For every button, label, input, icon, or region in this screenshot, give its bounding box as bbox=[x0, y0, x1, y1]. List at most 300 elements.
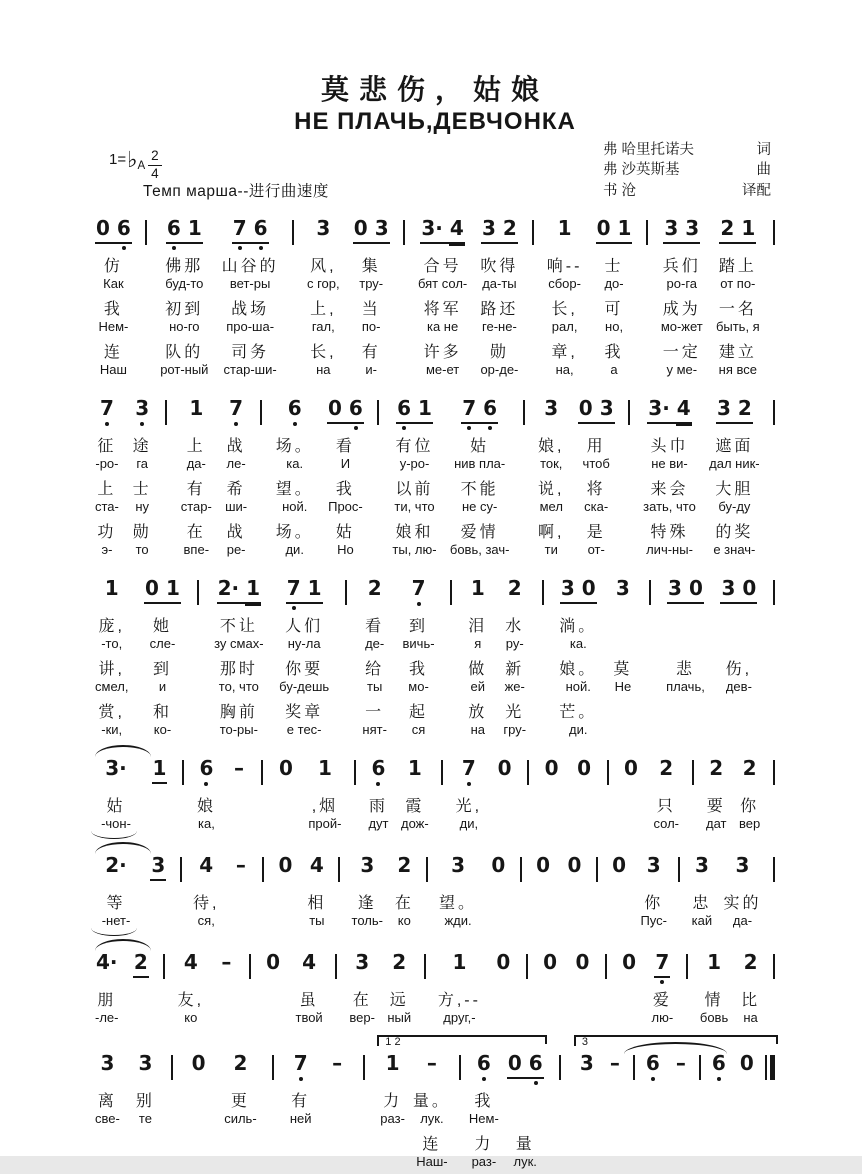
bar-line bbox=[403, 220, 405, 245]
lyric-zh: 兵们 bbox=[662, 257, 701, 275]
bar-line bbox=[363, 1055, 365, 1080]
note-group bbox=[450, 854, 466, 877]
note-unit bbox=[99, 397, 115, 433]
lyric-zh: 淌。 bbox=[559, 617, 598, 635]
lyric-zh: 方,-- bbox=[437, 991, 481, 1009]
lyric-zh: 姑 bbox=[470, 437, 490, 455]
note-column bbox=[349, 951, 375, 1030]
note-group bbox=[385, 1052, 401, 1075]
lyric-zh: 人们 bbox=[285, 617, 324, 635]
note-group bbox=[694, 854, 710, 877]
note-column bbox=[352, 854, 383, 933]
note-unit bbox=[198, 854, 214, 890]
lyric-ru: то bbox=[135, 541, 149, 557]
note-group bbox=[396, 854, 412, 877]
lyric-zh: 虽 bbox=[299, 991, 319, 1009]
song-title-chinese: 莫悲伤，姑娘 bbox=[320, 73, 549, 106]
lyric-zh bbox=[682, 613, 689, 636]
lyric-zh bbox=[333, 1088, 340, 1111]
bar-line bbox=[335, 954, 337, 979]
lyric-zh: 忠 bbox=[692, 894, 712, 912]
lyric-ru bbox=[335, 1111, 339, 1131]
note-unit bbox=[611, 854, 627, 890]
note: 1 bbox=[246, 575, 261, 600]
note-unit bbox=[675, 1052, 687, 1088]
note-column bbox=[439, 854, 477, 933]
lyric-ru bbox=[144, 1154, 148, 1174]
lyric-ru: то, что bbox=[218, 678, 259, 694]
lyric-ru: -ки, bbox=[101, 721, 123, 737]
lyric-ru: с гор, bbox=[306, 275, 340, 291]
lyric-zh bbox=[611, 1088, 618, 1111]
note-column bbox=[741, 951, 761, 1030]
ending-label: 3 bbox=[581, 1035, 588, 1048]
note: 3 bbox=[100, 1050, 115, 1075]
lyric-ru: мо- bbox=[408, 678, 429, 694]
note: – bbox=[332, 1050, 343, 1075]
lyric-ru: бу-ду bbox=[718, 498, 751, 514]
lyric-zh: 新 bbox=[505, 660, 525, 678]
note-group bbox=[742, 757, 758, 780]
lyric-zh: 集 bbox=[361, 257, 381, 275]
note-unit bbox=[535, 854, 551, 890]
note-group bbox=[544, 757, 560, 780]
note-group bbox=[95, 951, 119, 974]
note: 1 bbox=[152, 755, 167, 780]
lyric-ru bbox=[737, 722, 741, 742]
note: 0 bbox=[145, 575, 159, 600]
lyric-ru bbox=[581, 1010, 585, 1030]
note-unit bbox=[560, 577, 597, 613]
bar-line bbox=[197, 580, 199, 605]
note: 0 bbox=[278, 852, 293, 877]
system-3 bbox=[95, 577, 775, 742]
note: 0 bbox=[624, 755, 638, 780]
lyric-zh: 光 bbox=[505, 703, 525, 721]
lyric-ru: на bbox=[743, 1009, 758, 1025]
lyric-zh: 建立 bbox=[718, 343, 757, 361]
note: 3 bbox=[664, 215, 679, 240]
lyric-zh: 待, bbox=[193, 894, 220, 912]
note-unit bbox=[543, 397, 559, 433]
note-group bbox=[265, 951, 281, 974]
lyric-zh: 有 bbox=[291, 1092, 311, 1110]
note-group bbox=[711, 1052, 727, 1075]
lyric-ru bbox=[627, 1010, 631, 1030]
note: 1 bbox=[418, 395, 432, 420]
time-signature bbox=[148, 149, 162, 182]
note: 2 bbox=[233, 1050, 248, 1075]
note-column bbox=[507, 1052, 544, 1174]
note-column bbox=[578, 397, 615, 562]
note-unit bbox=[278, 757, 294, 793]
note-group bbox=[391, 951, 407, 974]
note: 4 bbox=[183, 949, 198, 974]
lyric-zh bbox=[237, 890, 244, 913]
note: 4 bbox=[309, 852, 324, 877]
lyric-zh: 是 bbox=[586, 523, 606, 541]
note-column bbox=[189, 1052, 209, 1174]
note-group bbox=[461, 397, 498, 424]
lyric-ru: ши- bbox=[225, 498, 248, 514]
lyric-zh: 成为 bbox=[662, 300, 701, 318]
lyric-ru bbox=[684, 722, 688, 742]
note-unit bbox=[507, 577, 523, 613]
lyric-zh: 在 bbox=[394, 894, 414, 912]
lyric-ru: ру- bbox=[505, 635, 524, 651]
lyric-ru: у ме- bbox=[666, 361, 698, 377]
note-column bbox=[564, 854, 584, 933]
lyric-ru: ти, что bbox=[394, 498, 435, 514]
meter-numerator: 2 bbox=[148, 149, 162, 166]
note: – bbox=[221, 949, 232, 974]
note-unit bbox=[217, 577, 261, 613]
lyric-ru bbox=[548, 1010, 552, 1030]
note: 1 bbox=[189, 395, 204, 420]
lyricist-name: 弗 哈里托诺夫 bbox=[603, 142, 695, 158]
note: 2 bbox=[720, 215, 735, 240]
lyric-zh: 远 bbox=[389, 991, 409, 1009]
lyric-ru bbox=[717, 1154, 721, 1174]
lyric-ru: ка, bbox=[198, 815, 215, 831]
note-group bbox=[396, 397, 433, 424]
note-group bbox=[301, 951, 317, 974]
note-unit bbox=[663, 217, 700, 253]
note-column bbox=[716, 217, 760, 382]
lyric-zh: 泪 bbox=[468, 617, 488, 635]
lyric-zh bbox=[282, 793, 289, 816]
lyric-ru: вет-ры bbox=[229, 275, 271, 291]
bar-line bbox=[596, 857, 598, 882]
bar-line bbox=[261, 760, 263, 785]
lyric-zh: 胸前 bbox=[219, 703, 258, 721]
lyric-ru: ти bbox=[544, 541, 558, 557]
bar-line bbox=[699, 1055, 701, 1080]
note-column bbox=[503, 577, 526, 742]
lyric-ru: -ро- bbox=[95, 455, 119, 471]
bar-line bbox=[559, 1055, 561, 1080]
note-group bbox=[663, 217, 700, 244]
note: 1 bbox=[385, 1050, 400, 1075]
lyric-ru: ме-ет bbox=[425, 361, 460, 377]
note-column bbox=[95, 951, 119, 1030]
lyric-zh bbox=[269, 987, 276, 1010]
note-group bbox=[99, 397, 115, 420]
note-group bbox=[560, 577, 597, 604]
key-letter: A bbox=[137, 159, 146, 172]
note-unit bbox=[137, 1052, 153, 1088]
lyric-zh bbox=[735, 699, 742, 722]
note-unit bbox=[743, 951, 759, 987]
note: 3 bbox=[138, 1050, 153, 1075]
lyric-ru: на bbox=[470, 721, 485, 737]
lyric-zh bbox=[539, 890, 546, 913]
note: 3 bbox=[355, 949, 370, 974]
note-unit bbox=[716, 397, 753, 433]
note-group bbox=[719, 217, 756, 244]
note: – bbox=[675, 1050, 686, 1075]
lyric-ru: зать, что bbox=[643, 498, 696, 514]
note-column bbox=[392, 397, 436, 562]
note-unit bbox=[490, 854, 506, 890]
lyric-zh: ,烟 bbox=[311, 797, 339, 815]
lyric-ru: лич-ны- bbox=[646, 541, 693, 557]
lyric-ru: и bbox=[158, 678, 167, 694]
note-unit bbox=[315, 217, 331, 253]
meter-denominator: 4 bbox=[151, 165, 159, 181]
lyric-zh: 伤, bbox=[725, 660, 753, 678]
lyric-zh bbox=[649, 1131, 656, 1154]
note-unit bbox=[407, 757, 423, 793]
note-column bbox=[468, 577, 488, 742]
lyric-zh: 有位 bbox=[395, 437, 434, 455]
lyric-ru: ко bbox=[397, 912, 411, 928]
note: 6 bbox=[711, 1050, 726, 1075]
lyric-ru: све- bbox=[95, 1110, 120, 1126]
lyric-zh: 奖章 bbox=[285, 703, 324, 721]
note: – bbox=[233, 755, 244, 780]
bar-line bbox=[628, 400, 630, 425]
note-column bbox=[216, 951, 236, 1030]
lyric-zh: 要 bbox=[706, 797, 726, 815]
lyric-ru bbox=[582, 816, 586, 836]
lyric-ru bbox=[391, 1154, 395, 1174]
note-group bbox=[535, 854, 551, 877]
lyric-ru bbox=[745, 1154, 749, 1174]
note-column bbox=[643, 397, 696, 562]
note: 0 bbox=[497, 755, 512, 780]
note-column bbox=[362, 577, 387, 742]
note-column bbox=[723, 854, 761, 933]
note-column bbox=[225, 397, 247, 562]
translator-role: 译配 bbox=[742, 182, 771, 199]
note-unit bbox=[578, 397, 615, 433]
translator-credit bbox=[603, 181, 771, 201]
note-unit bbox=[353, 217, 390, 253]
note-unit bbox=[576, 757, 592, 793]
lyric-ru: да- bbox=[732, 912, 753, 928]
bar-line bbox=[773, 400, 775, 425]
note-column bbox=[307, 217, 340, 382]
note-group bbox=[507, 1052, 544, 1079]
note: 4 bbox=[449, 215, 464, 240]
lyric-ru bbox=[679, 1154, 683, 1174]
lyric-ru: рал, bbox=[551, 318, 578, 334]
note: 0 bbox=[543, 949, 557, 974]
note-unit bbox=[301, 951, 317, 987]
note-unit bbox=[481, 217, 518, 253]
note-group bbox=[576, 757, 592, 780]
note-column bbox=[95, 577, 128, 742]
composer-role: 曲 bbox=[756, 162, 771, 179]
lyric-zh: 起 bbox=[409, 703, 429, 721]
note-unit bbox=[150, 854, 166, 890]
note-group bbox=[578, 397, 615, 424]
lyric-zh: 队的 bbox=[165, 343, 204, 361]
lyric-zh: 场。 bbox=[275, 523, 314, 541]
note-unit bbox=[354, 951, 370, 987]
note-column bbox=[538, 397, 564, 562]
note: 0 bbox=[96, 215, 110, 240]
bar-line bbox=[426, 857, 428, 882]
lyric-ru: Но bbox=[337, 541, 354, 557]
bar-line bbox=[523, 400, 525, 425]
note: 3 bbox=[668, 575, 682, 600]
note: 3 bbox=[482, 215, 496, 240]
bar-line bbox=[459, 1055, 461, 1080]
lyric-ru bbox=[239, 913, 243, 933]
lyric-zh: 友, bbox=[177, 991, 205, 1009]
note-group bbox=[150, 854, 166, 881]
lyric-zh: 相 bbox=[307, 894, 327, 912]
note-unit bbox=[507, 1052, 544, 1088]
note: 0 bbox=[266, 949, 281, 974]
note-unit bbox=[667, 577, 704, 613]
note-column bbox=[403, 577, 435, 742]
note-group bbox=[615, 577, 631, 600]
note: 0 bbox=[278, 755, 293, 780]
note-column bbox=[222, 217, 279, 382]
lyric-ru: ся bbox=[411, 721, 426, 737]
lyric-zh bbox=[715, 1088, 722, 1111]
note: 7 bbox=[232, 215, 247, 240]
lyric-zh bbox=[715, 1131, 722, 1154]
note: 3 bbox=[685, 215, 700, 240]
note-unit bbox=[450, 854, 466, 890]
note: 6 bbox=[397, 395, 411, 420]
lyric-ru bbox=[284, 913, 288, 933]
note-group bbox=[104, 757, 128, 780]
note-unit bbox=[574, 951, 590, 987]
lyric-zh bbox=[743, 1088, 750, 1111]
bar-line bbox=[692, 760, 694, 785]
lyric-zh bbox=[195, 1088, 202, 1111]
note: 1 bbox=[470, 575, 485, 600]
lyric-zh: 光, bbox=[455, 797, 483, 815]
lyric-zh: 勋 bbox=[489, 343, 509, 361]
note: 0 bbox=[742, 575, 757, 600]
note-group bbox=[217, 577, 261, 604]
lyric-ru: я bbox=[474, 635, 482, 651]
note-column bbox=[231, 854, 251, 933]
lyric-zh: 看 bbox=[335, 437, 355, 455]
note-unit bbox=[742, 757, 758, 793]
lyric-zh bbox=[682, 699, 689, 722]
lyric-ru: сле- bbox=[149, 635, 176, 651]
note-group bbox=[461, 757, 477, 780]
lyric-ru: ста- bbox=[95, 498, 119, 514]
lyric-zh: 庞, bbox=[98, 617, 125, 635]
bar-line bbox=[773, 954, 775, 979]
note-column bbox=[263, 951, 283, 1030]
lyric-zh: 讲, bbox=[98, 660, 125, 678]
note: 6 bbox=[116, 215, 131, 240]
lyric-zh: 等 bbox=[106, 894, 126, 912]
lyric-ru: га bbox=[136, 455, 148, 471]
note-unit bbox=[694, 854, 710, 890]
note-column bbox=[739, 757, 760, 836]
lyric-ru: -чон- bbox=[101, 815, 131, 831]
note-column bbox=[276, 854, 296, 933]
note-group bbox=[543, 397, 559, 420]
note-group bbox=[367, 577, 383, 600]
note-unit bbox=[286, 577, 323, 613]
lyric-zh: 特殊 bbox=[650, 523, 689, 541]
note: 6 bbox=[253, 215, 268, 240]
note-group bbox=[99, 1052, 115, 1075]
bar-line bbox=[338, 857, 340, 882]
note-column bbox=[307, 854, 327, 933]
note-column bbox=[224, 1052, 256, 1174]
lyric-ru: дал ник- bbox=[709, 455, 760, 471]
lyric-zh: 我 bbox=[103, 300, 123, 318]
note-unit bbox=[396, 854, 412, 890]
slur bbox=[95, 842, 151, 854]
note-column bbox=[720, 577, 757, 742]
note: 3· bbox=[648, 395, 670, 420]
bar-thick-line bbox=[770, 1055, 775, 1080]
lyric-ru: ди. bbox=[285, 541, 304, 557]
lyric-ru: бовь bbox=[699, 1009, 729, 1025]
note-unit bbox=[461, 757, 477, 793]
lyric-zh: 娘和 bbox=[395, 523, 434, 541]
note-group bbox=[327, 397, 364, 424]
lyric-ru: гру- bbox=[503, 721, 527, 737]
lyric-ru bbox=[271, 1010, 275, 1030]
lyric-zh: 情 bbox=[704, 991, 724, 1009]
lyric-ru bbox=[573, 913, 577, 933]
lyric-ru: ну-ла bbox=[287, 635, 321, 651]
lyric-ru: друг,- bbox=[443, 1009, 476, 1025]
lyric-zh: 路还 bbox=[480, 300, 519, 318]
lyric-zh: 仿 bbox=[103, 257, 123, 275]
lyric-ru: чтоб bbox=[582, 455, 610, 471]
lyric-ru: ный bbox=[387, 1009, 412, 1025]
note-unit bbox=[99, 1052, 115, 1088]
bar-thin-line bbox=[765, 1055, 767, 1080]
bar-line bbox=[633, 1055, 635, 1080]
system-5 bbox=[95, 854, 775, 936]
system-2 bbox=[95, 397, 775, 562]
lyric-ru: Нем- bbox=[468, 1110, 499, 1126]
bar-line bbox=[773, 857, 775, 882]
lyric-ru: нят- bbox=[362, 721, 387, 737]
note: 1 bbox=[317, 755, 332, 780]
note: 6 bbox=[371, 755, 386, 780]
lyric-zh: 逢 bbox=[357, 894, 377, 912]
lyric-zh bbox=[500, 987, 507, 1010]
note-column bbox=[276, 757, 296, 836]
note-column bbox=[456, 757, 482, 836]
note: 0 bbox=[578, 395, 593, 420]
note-column bbox=[651, 951, 673, 1030]
lyric-ru: тру- bbox=[359, 275, 384, 291]
note-column bbox=[327, 1052, 347, 1174]
lyric-zh: 头巾 bbox=[650, 437, 689, 455]
note-group bbox=[232, 217, 269, 244]
note-unit bbox=[385, 1052, 401, 1088]
note: 0 bbox=[739, 1050, 754, 1075]
lyric-zh: 战场 bbox=[231, 300, 270, 318]
lyric-ru: кай bbox=[691, 912, 713, 928]
lyric-ru bbox=[106, 1154, 110, 1174]
lyric-zh bbox=[235, 793, 242, 816]
note: 1 bbox=[741, 215, 756, 240]
bar-line bbox=[424, 954, 426, 979]
note-column bbox=[132, 397, 152, 562]
lyric-ru bbox=[651, 1154, 655, 1174]
lyric-ru: про-ша- bbox=[226, 318, 275, 334]
